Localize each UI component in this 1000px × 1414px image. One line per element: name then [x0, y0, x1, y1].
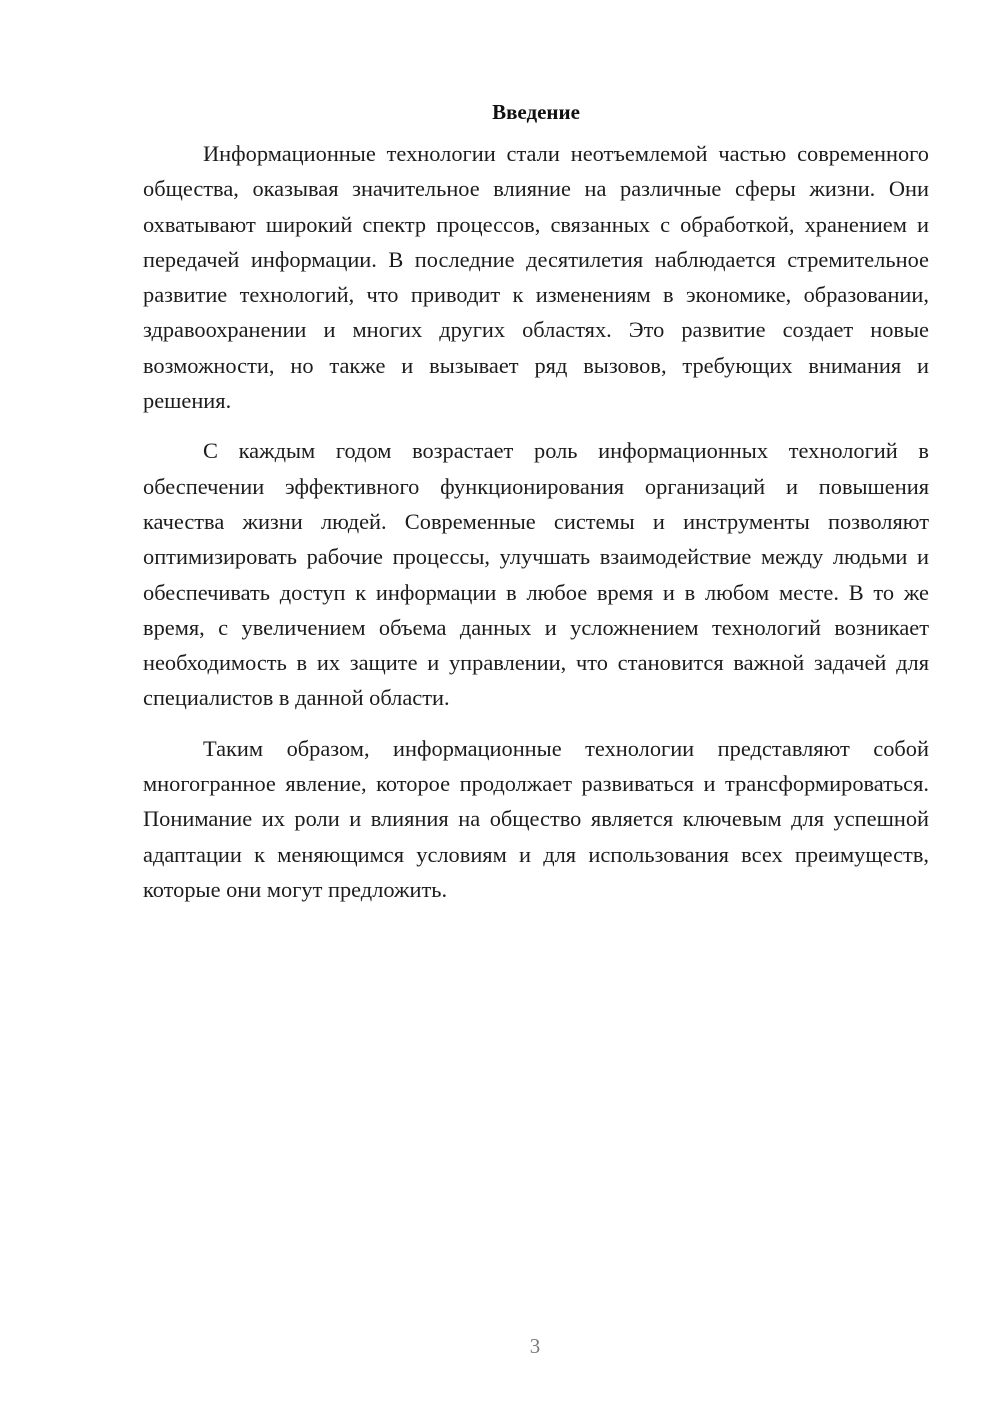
- paragraph-2: С каждым годом возрастает роль информационных технологий в обеспечении эффективного функционирования организаций и повышения качества жизни людей. Современные системы и инструменты позволяют оптимизировать рабочие процессы, улучшать взаимодействие между людьми и обеспечивать доступ к информации в любое время и в любом месте. В то же время, с увеличением объема данных и усложнением технологий возникает необходимость в их защите и управлении, что становится важной задачей для специалистов в данной области.: [143, 438, 929, 711]
- page-number: 3: [529, 1334, 541, 1358]
- paragraph-1: Информационные технологии стали неотъемлемой частью современного общества, оказывая значительное влияние на различные сферы жизни. Они охватывают широкий спектр процессов, связанных с обработкой, хранением и передачей информации. В последние десятилетия наблюдается стремительное развитие технологий, что приводит к изменениям в экономике, образовании, здравоохранении и многих других областях. Это развитие создает новые возможности, но также и вызывает ряд вызовов, требующих внимания и решения.: [143, 141, 929, 414]
- page-content: [143, 98, 929, 907]
- section-heading: Введение: [492, 100, 580, 124]
- paragraph-3: Таким образом, информационные технологии представляют собой многогранное явление, которое продолжает развиваться и трансформироваться. Понимание их роли и влияния на общество является ключевым для успешной адаптации к меняющимся условиям и для использования всех преимуществ, которые они могут предложить.: [143, 735, 929, 902]
